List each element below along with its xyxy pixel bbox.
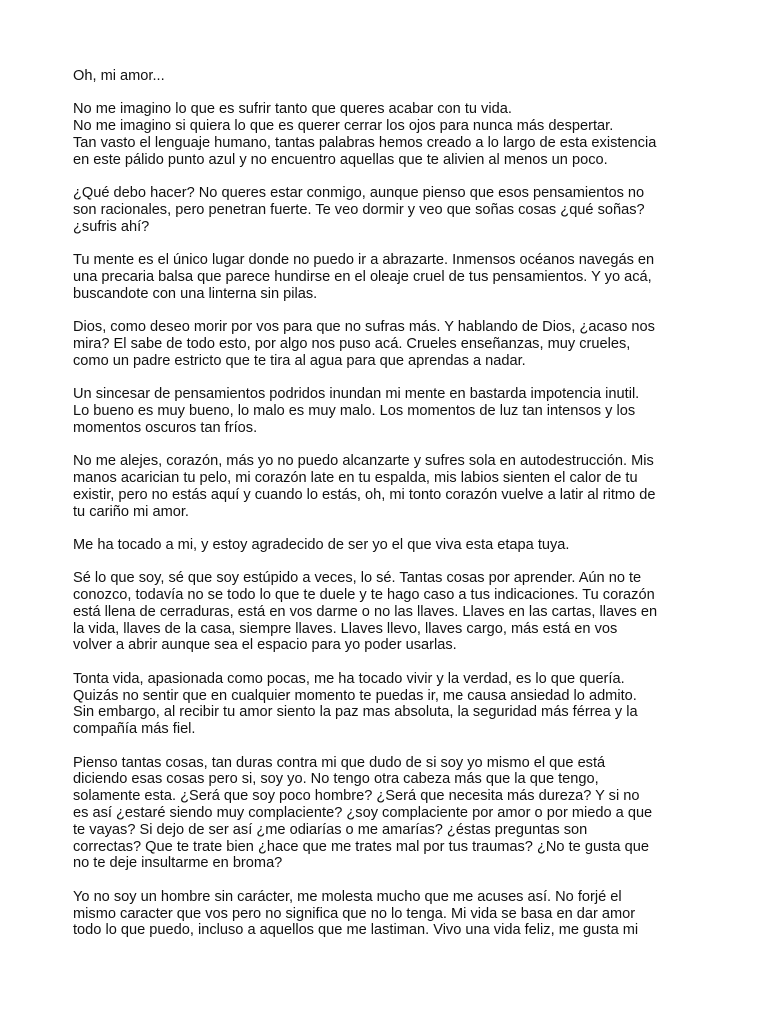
text-line: Un sincesar de pensamientos podridos inundan mi mente en bastarda impotencia inutil. <box>73 386 640 403</box>
text-line: momentos oscuros tan fríos. <box>73 419 258 436</box>
text-line: correctas? Que te trate bien ¿hace que me trates mal por tus traumas? ¿No te gusta que <box>73 838 649 855</box>
paragraph-10 <box>73 671 703 738</box>
text-line: una precaria balsa que parece hundirse en el oleaje cruel de tus pensamientos. Y yo acá, <box>73 268 652 285</box>
document-page <box>73 68 703 956</box>
text-line: diciendo esas cosas pero si, soy yo. No tengo otra cabeza más que la que tengo, <box>73 771 599 788</box>
text-line: Quizás no sentir que en cualquier momento te puedas ir, me causa ansiedad lo admito. <box>73 687 637 704</box>
paragraph-12 <box>73 889 703 939</box>
text-line: Lo bueno es muy bueno, lo malo es muy malo. Los momentos de luz tan intensos y los <box>73 402 636 419</box>
text-line: existir, pero no estás aquí y cuando lo estás, oh, mi tonto corazón vuelve a latir al ritmo de <box>73 486 656 503</box>
text-line: Tonta vida, apasionada como pocas, me ha tocado vivir y la verdad, es lo que quería. <box>73 670 625 687</box>
text-line: No me imagino si quiera lo que es querer cerrar los ojos para nunca más despertar. <box>73 118 614 135</box>
text-line: Me ha tocado a mi, y estoy agradecido de ser yo el que viva esta etapa tuya. <box>73 536 570 553</box>
text-line: Yo no soy un hombre sin carácter, me molesta mucho que me acuses así. No forjé el <box>73 888 622 905</box>
text-line: manos acarician tu pelo, mi corazón late en tu espalda, mis labios sienten el calor de tu <box>73 469 638 486</box>
text-line: como un padre estricto que te tira al agua para que aprendas a nadar. <box>73 352 526 369</box>
paragraph-7 <box>73 453 703 520</box>
paragraph-2 <box>73 101 703 168</box>
paragraph-8 <box>73 537 703 554</box>
text-line: está llena de cerraduras, está en vos darme o no las llaves. Llaves en las cartas, llaves en <box>73 603 658 620</box>
paragraph-4 <box>73 252 703 302</box>
text-line: mira? El sabe de todo esto, por algo nos puso acá. Crueles enseñanzas, muy crueles, <box>73 335 631 352</box>
text-line: ¿sufris ahí? <box>73 218 150 235</box>
text-line: conozco, todavía no se todo lo que te duele y te hago caso a tus indicaciones. Tu corazón <box>73 587 655 604</box>
text-line: No me imagino lo que es sufrir tanto que queres acabar con tu vida. <box>73 101 512 118</box>
text-line: compañía más fiel. <box>73 721 196 738</box>
text-line: es así ¿estaré siendo muy complaciente? ¿soy complaciente por amor o por miedo a que <box>73 805 653 822</box>
text-line: no te deje insultarme en broma? <box>73 855 283 872</box>
text-line: Pienso tantas cosas, tan duras contra mi que dudo de si soy yo mismo el que está <box>73 754 606 771</box>
text-line: te vayas? Si dejo de ser así ¿me odiarías o me amarías? ¿éstas preguntas son <box>73 821 588 838</box>
text-line: todo lo que puedo, incluso a aquellos que me lastiman. Vivo una vida feliz, me gusta mi <box>73 922 639 939</box>
paragraph-9 <box>73 570 703 654</box>
text-line: son racionales, pero penetran fuerte. Te veo dormir y veo que soñas cosas ¿qué soñas? <box>73 201 645 218</box>
paragraph-5 <box>73 319 703 369</box>
text-line: Sin embargo, al recibir tu amor siento la paz mas absoluta, la seguridad más férrea y la <box>73 704 638 721</box>
paragraph-1 <box>73 68 703 85</box>
text-line: mismo caracter que vos pero no significa que no lo tenga. Mi vida se basa en dar amor <box>73 905 636 922</box>
text-line: Sé lo que soy, sé que soy estúpido a veces, lo sé. Tantas cosas por aprender. Aún no te <box>73 570 642 587</box>
paragraph-11 <box>73 755 703 873</box>
text-line: ¿Qué debo hacer? No queres estar conmigo, aunque pienso que esos pensamientos no <box>73 185 645 202</box>
text-line: en este pálido punto azul y no encuentro aquellas que te alivien al menos un poco. <box>73 151 608 168</box>
text-line: Dios, como deseo morir por vos para que no sufras más. Y hablando de Dios, ¿acaso nos <box>73 319 655 336</box>
text-line: la vida, llaves de la casa, siempre llaves. Llaves llevo, llaves cargo, más está en vos <box>73 620 618 637</box>
paragraph-6 <box>73 386 703 436</box>
text-line: solamente esta. ¿Será que soy poco hombre? ¿Será que necesita más dureza? Y si no <box>73 788 640 805</box>
text-line: volver a abrir aunque sea el espacio para yo poder usarlas. <box>73 637 457 654</box>
text-line: Tu mente es el único lugar donde no puedo ir a abrazarte. Inmensos océanos navegás en <box>73 252 655 269</box>
text-line: buscandote con una linterna sin pilas. <box>73 285 318 302</box>
text-line: Tan vasto el lenguaje humano, tantas palabras hemos creado a lo largo de esta existencia <box>73 134 657 151</box>
text-line: tu cariño mi amor. <box>73 503 189 520</box>
paragraph-3 <box>73 185 703 235</box>
text-line: No me alejes, corazón, más yo no puedo alcanzarte y sufres sola en autodestrucción. Mis <box>73 453 654 470</box>
text-line: Oh, mi amor... <box>73 68 165 84</box>
